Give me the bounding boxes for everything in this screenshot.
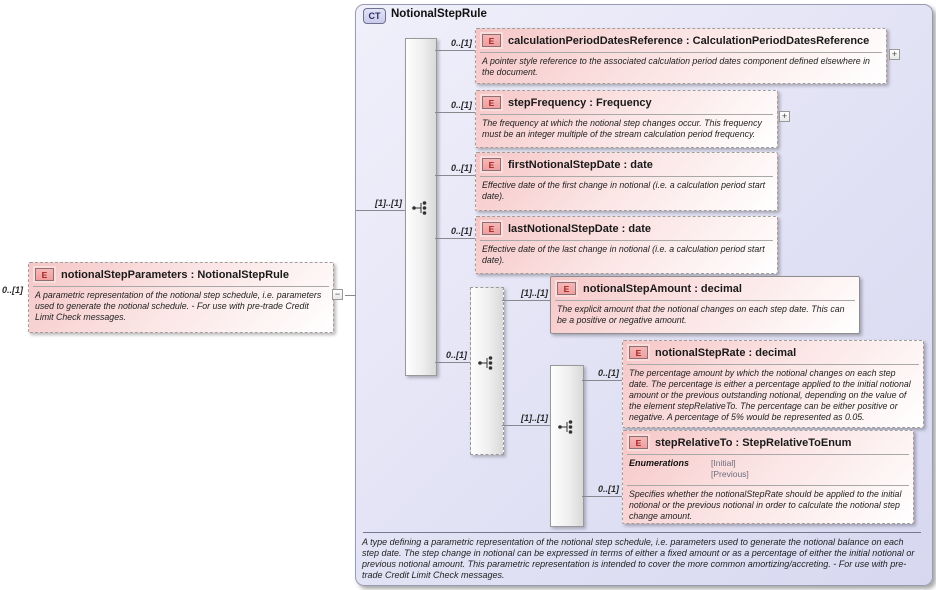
expand-button[interactable]: + [779,111,790,122]
expand-button[interactable]: + [889,49,900,60]
element-title: stepFrequency : Frequency [508,96,652,109]
element-badge-icon: E [482,222,501,235]
cardinality-sequence: [1]..[1] [375,198,402,208]
complex-type-annotation: A type defining a parametric representation of the notional step schedule, i.e. parameters used to generate the notional balance on each step date. The step change in notional can be expressed in terms of either a fixed amount or as a percentage of either the initial notional or previous notional amount. This parametric representation is intended to cover the more common amortizing/accreting. - For use with pre-trade Credit Limit Check messages. [362,537,915,580]
element-stepRelativeTo[interactable] [622,430,914,524]
divider [363,532,921,533]
choice-group-bar [470,287,504,455]
enumerations-label: Enumerations [629,458,690,468]
connector-line [435,362,470,363]
element-title: stepRelativeTo : StepRelativeToEnum [655,436,852,449]
enumeration-value: [Previous] [711,469,749,480]
inner-sequence-group-bar [550,365,584,527]
connector-line [356,210,405,211]
element-title: notionalStepParameters : NotionalStepRule [61,268,289,281]
element-lastNotionalStepDate[interactable] [475,216,778,274]
element-notionalStepRate[interactable] [622,340,924,428]
connector-line [502,425,550,426]
element-stepFrequency[interactable] [475,90,778,148]
sequence-icon [411,200,429,216]
element-badge-icon: E [629,346,648,359]
element-description: Effective date of the last change in notional (i.e. a calculation period start date). [482,244,765,265]
element-calculationPeriodDatesReference[interactable] [475,28,887,84]
element-description: The explicit amount that the notional changes on each step date. This can be a positive or negative amount. [557,304,845,325]
connector-line [582,496,622,497]
element-description: The frequency at which the notional step changes occur. This frequency must be an integer multiple of the stream calculation period frequency. [482,118,762,139]
element-firstNotionalStepDate[interactable] [475,152,778,211]
connector-line [435,50,475,51]
element-notionalStepParameters[interactable] [28,262,334,333]
element-description: Specifies whether the notionalStepRate should be applied to the initial notional or the previous notional in order to calculate the notional step change amount. [629,488,902,521]
cardinality-calculationPeriodDatesReference: 0..[1] [450,38,472,48]
connector-line [435,238,475,239]
cardinality-notionalStepAmount: [1]..[1] [521,288,548,298]
cardinality-stepRelativeTo: 0..[1] [597,484,619,494]
connector-line [435,112,475,113]
element-title: lastNotionalStepDate : date [508,222,652,235]
cardinality-root-element: 0..[1] [2,285,24,295]
element-title: notionalStepAmount : decimal [583,282,742,295]
element-badge-icon: E [557,282,576,295]
sequence-icon [557,419,575,435]
element-description: The percentage amount by which the notional changes on each step date. The percentage is either a percentage applied to the initial notional amount or the previous outstanding notional, depending on the value of the element stepRelativeTo. The percentage can be either positive or negative. A percentage of 5% would be represented as 0.05. [629,368,911,422]
connector-line [582,380,622,381]
element-description: Effective date of the first change in notional (i.e. a calculation period start date). [482,180,766,201]
element-badge-icon: E [482,158,501,171]
connector-line [502,300,550,301]
element-badge-icon: E [482,96,501,109]
element-badge-icon: E [35,268,54,281]
connector-line [345,295,356,296]
element-notionalStepAmount[interactable] [550,276,860,334]
collapse-button[interactable]: − [332,289,343,300]
enumerations-section [623,455,913,483]
element-title: calculationPeriodDatesReference : CalculationPeriodDatesReference [508,34,870,47]
element-title: notionalStepRate : decimal [655,346,797,359]
choice-icon [477,355,495,371]
complex-type-badge: CT [363,8,386,24]
element-badge-icon: E [482,34,501,47]
element-title: firstNotionalStepDate : date [508,158,653,171]
complex-type-title: NotionalStepRule [391,8,487,20]
enumeration-value: [Initial] [711,458,736,468]
cardinality-notionalStepRate: 0..[1] [597,368,619,378]
cardinality-lastNotionalStepDate: 0..[1] [450,226,472,236]
element-description: A pointer style reference to the associated calculation period dates component defined elsewhere in the document. [482,56,870,77]
cardinality-inner-sequence: [1]..[1] [521,413,548,423]
cardinality-choice-group: 0..[1] [445,350,467,360]
connector-line [435,175,475,176]
element-badge-icon: E [629,436,648,449]
cardinality-firstNotionalStepDate: 0..[1] [450,163,472,173]
element-description: A parametric representation of the notional step schedule, i.e. parameters used to generate the notional schedule. - For use with pre-trade Credit Limit Check messages. [35,290,322,322]
cardinality-stepFrequency: 0..[1] [450,100,472,110]
